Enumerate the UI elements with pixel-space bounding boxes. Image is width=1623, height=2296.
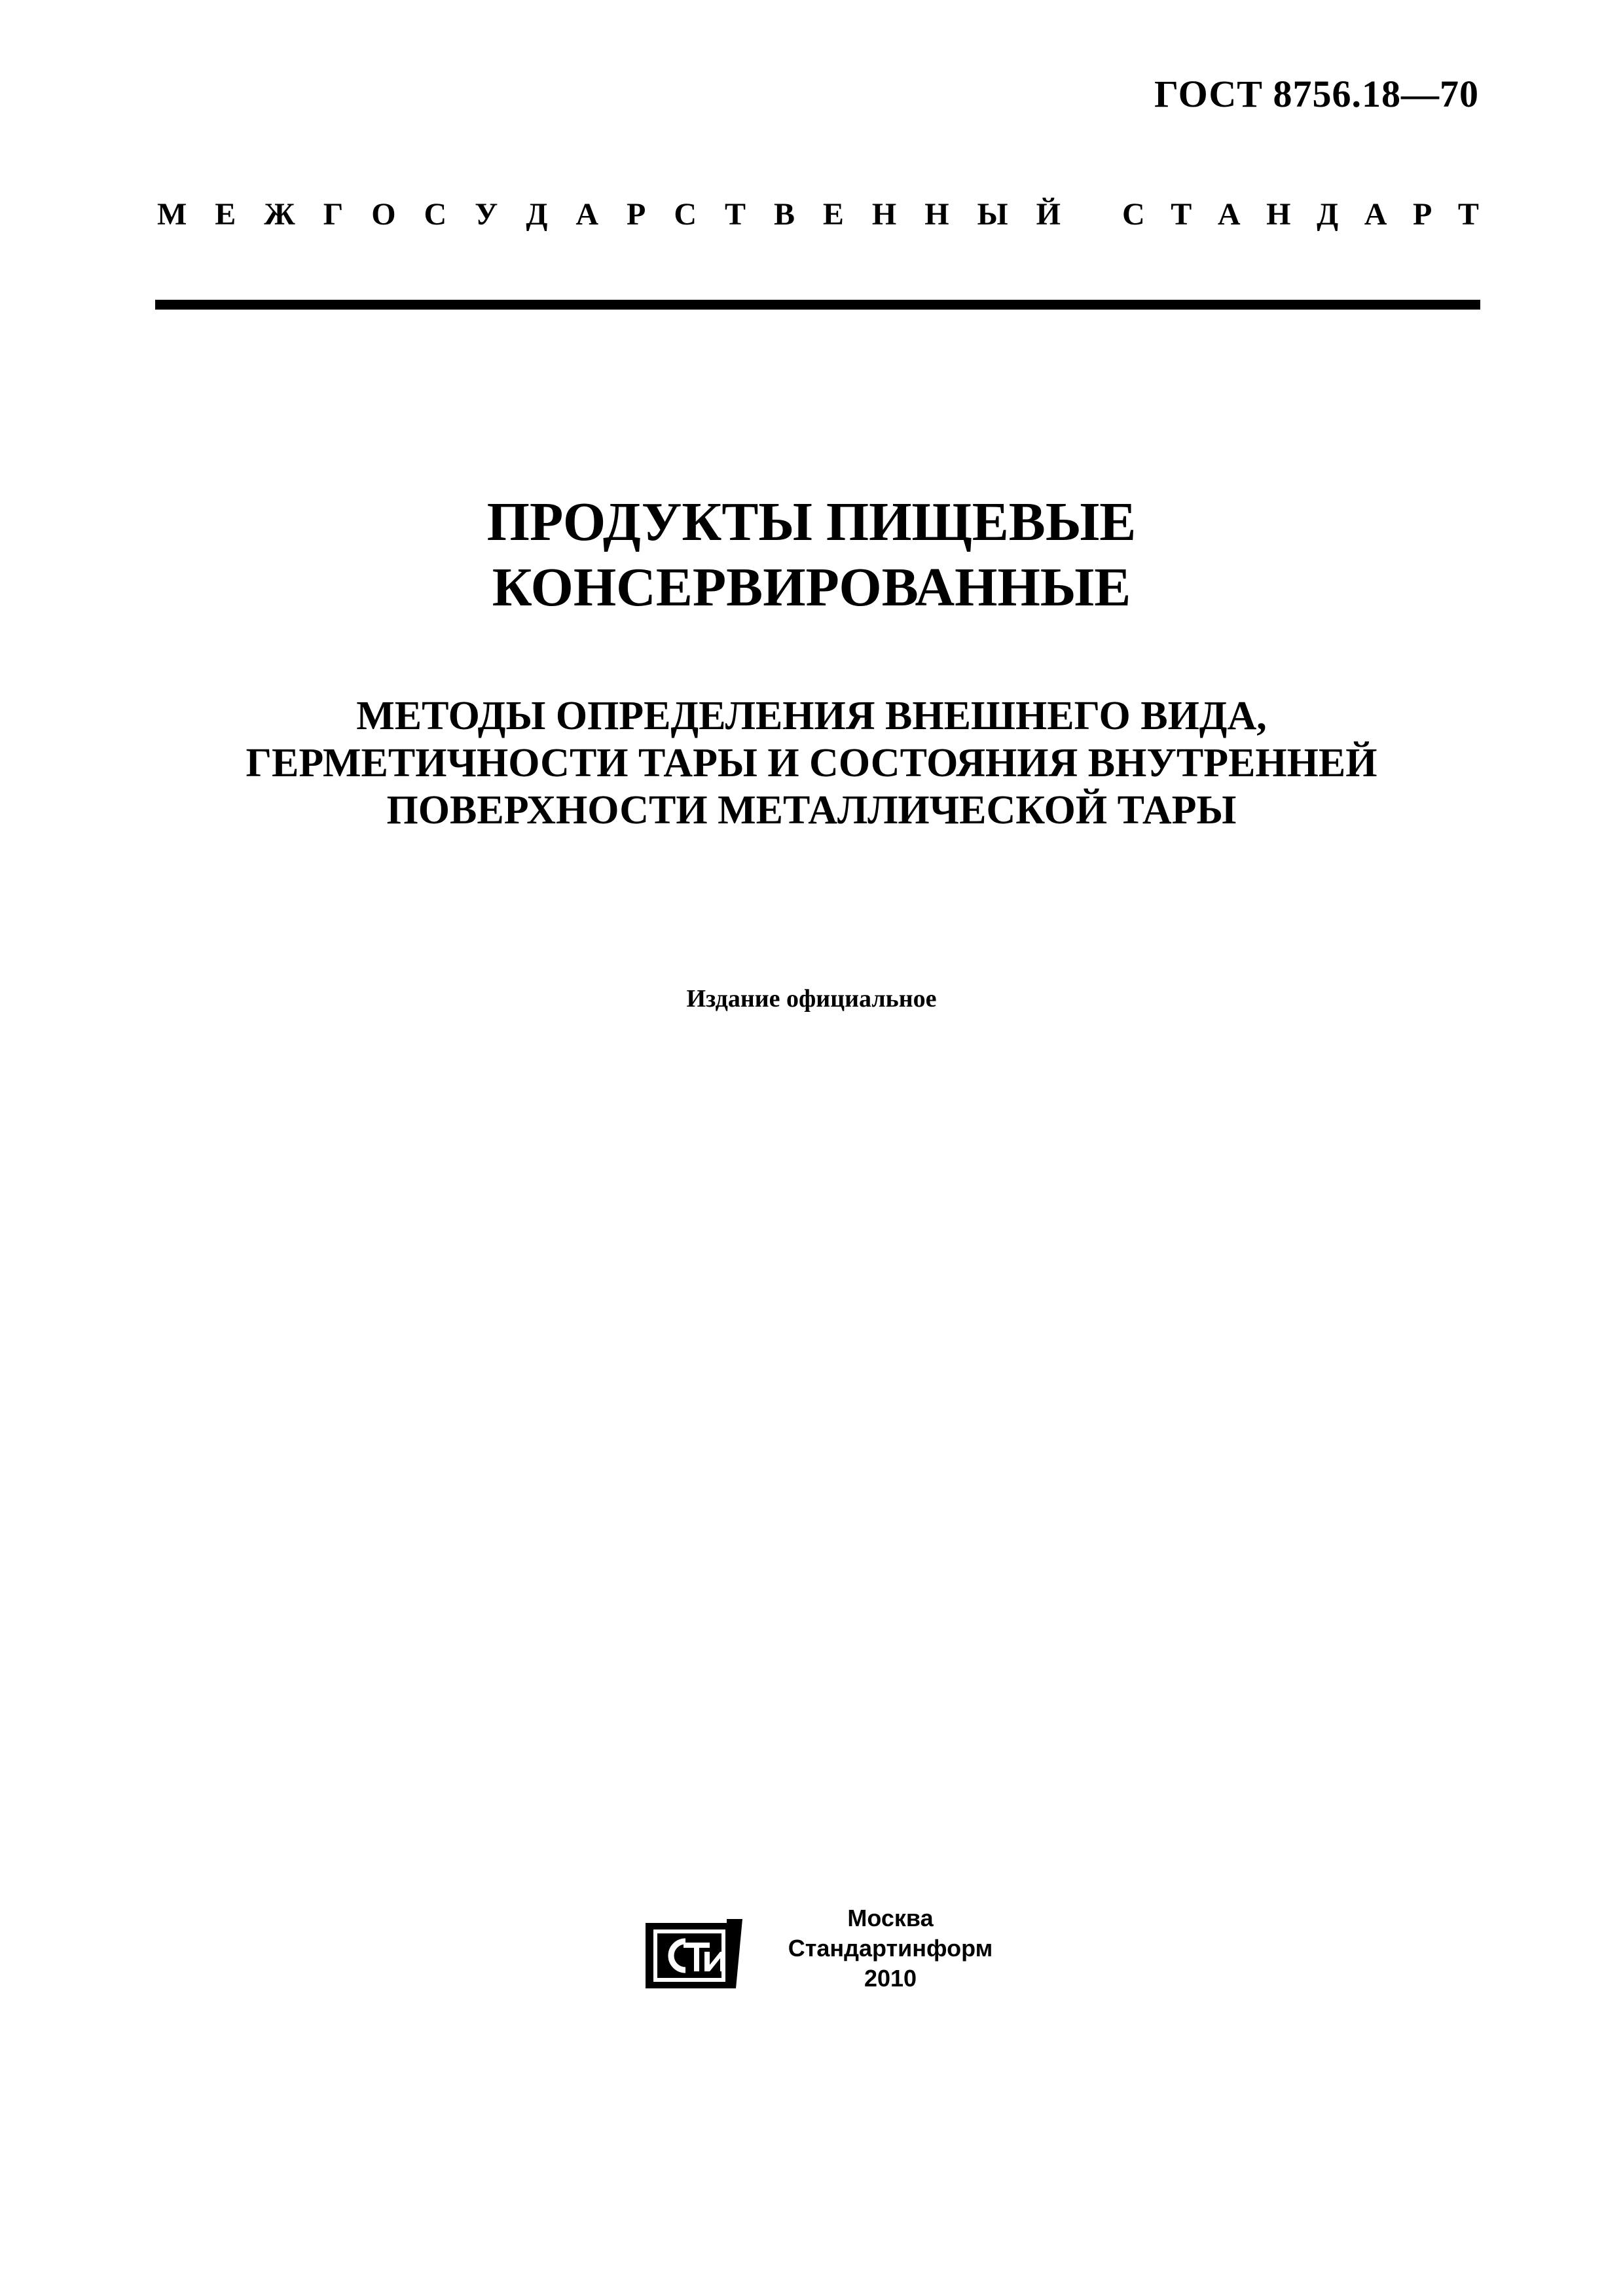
heading-letter: Р	[627, 197, 646, 232]
heading-letter: С	[1122, 197, 1145, 232]
edition-note: Издание официальное	[686, 985, 937, 1013]
imprint	[753, 1903, 1028, 1994]
heading-letter: С	[674, 197, 697, 232]
imprint-publisher: Стандартинформ	[788, 1935, 993, 1962]
heading-letter: Е	[822, 197, 844, 232]
heading-letter: Ы	[977, 197, 1008, 232]
document-subtitle-line: МЕТОДЫ ОПРЕДЕЛЕНИЯ ВНЕШНЕГО ВИДА,	[356, 694, 1267, 738]
document-code: ГОСТ 8756.18—70	[1154, 73, 1479, 115]
heading-letter: М	[157, 197, 187, 232]
heading-letter: Т	[1171, 197, 1192, 232]
heading-letter: А	[1217, 197, 1241, 232]
heading-letter: Н	[1266, 197, 1291, 232]
document-subtitle-line: ГЕРМЕТИЧНОСТИ ТАРЫ И СОСТОЯНИЯ ВНУТРЕННЕЙ	[246, 741, 1377, 785]
heading-letter: Н	[924, 197, 949, 232]
heading-letter: Н	[871, 197, 897, 232]
heading-letter: Й	[1036, 197, 1061, 232]
heading-letter: У	[475, 197, 498, 232]
standard-type-word-1	[157, 196, 1061, 232]
heading-letter: Е	[215, 197, 236, 232]
heading-letter: Г	[323, 197, 344, 232]
heading-letter: Ж	[264, 197, 295, 232]
heading-letter: В	[773, 197, 795, 232]
document-title-line: КОНСЕРВИРОВАННЫЕ	[492, 557, 1131, 618]
heading-letter: С	[424, 197, 447, 232]
heading-letter: Т	[1457, 197, 1479, 232]
imprint-city: Москва	[847, 1905, 934, 1931]
document-title-line: ПРОДУКТЫ ПИЩЕВЫЕ	[486, 492, 1137, 552]
imprint-year: 2010	[864, 1965, 917, 1992]
header-rule	[155, 300, 1480, 310]
heading-letter: О	[371, 197, 396, 232]
heading-letter: Т	[724, 197, 746, 232]
heading-letter: Д	[526, 197, 548, 232]
standard-type-word-2	[1122, 196, 1479, 232]
document-subtitle-line: ПОВЕРХНОСТИ МЕТАЛЛИЧЕСКОЙ ТАРЫ	[386, 788, 1237, 833]
heading-letter: А	[1364, 197, 1387, 232]
document-subtitle	[0, 692, 1623, 834]
heading-letter: Р	[1412, 197, 1432, 232]
heading-letter: Д	[1317, 197, 1339, 232]
standartinform-logo-icon	[644, 1916, 744, 1991]
document-title	[0, 490, 1623, 620]
standard-type-heading	[157, 196, 1479, 232]
heading-letter: А	[575, 197, 599, 232]
